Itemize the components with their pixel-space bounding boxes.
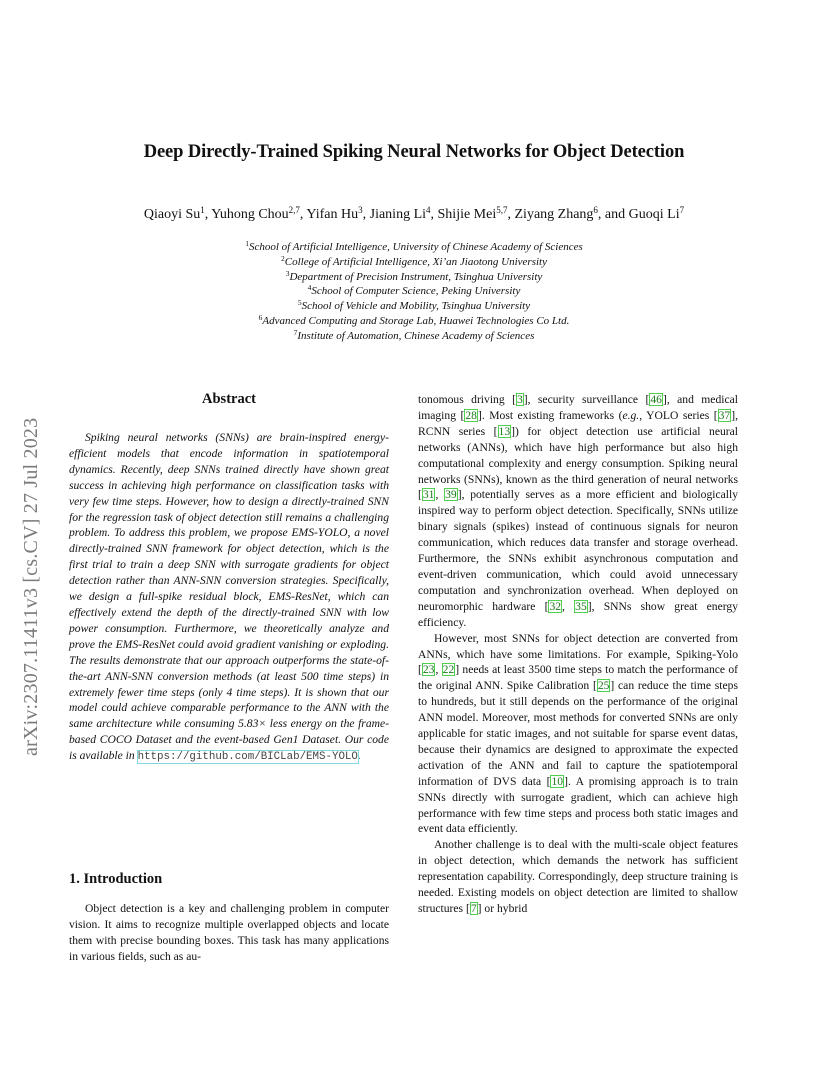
- citation-link[interactable]: 28: [465, 408, 477, 422]
- citation-link[interactable]: 32: [549, 599, 562, 613]
- affiliation-number: 4: [307, 283, 312, 293]
- abstract-heading: Abstract: [202, 391, 256, 407]
- paper-title: Deep Directly-Trained Spiking Neural Networks for Object Detection: [143, 142, 685, 162]
- citation-link[interactable]: 22: [442, 663, 455, 677]
- affiliation-number: 6: [258, 312, 263, 322]
- citation-link[interactable]: 10: [551, 774, 564, 788]
- affiliation-text: School of Artificial Intelligence, University of Chinese Academy of Sciences: [248, 241, 583, 253]
- abstract-end: .: [357, 749, 361, 763]
- affiliation-number: 5: [297, 298, 302, 308]
- affiliation-line: [0, 299, 828, 314]
- affiliation-line: [0, 284, 828, 299]
- author-name: Qiaoyi Su: [143, 207, 201, 222]
- right-paragraph-2: However, most SNNs for object detection are converted from ANNs, which have some limitations. For example, Spiking-Yolo [23, 22] needs at least 3500 time steps to match the performance of the original ANN. Spike Calibration [25] can reduce the time steps to hundreds, but it still depends on the performance of the original ANN model. Moreover, most methods for converted SNNs are only applicable for static images, and not suitable for sparse event datas, because their dynamics are designed to approximate the expected activation of the ANN and fail to capture the spatiotemporal information of DVS data [10]. A promising approach is to train SNNs directly with surrogate gradient, which can achieve high performance with few time steps and process both static images and event data efficiently.: [418, 631, 738, 836]
- citation-link[interactable]: 46: [650, 393, 662, 406]
- abstract-body-text: Spiking neural networks (SNNs) are brain-inspired energy-efficient models that encode information in spatiotemporal dynamics. Recently, deep SNNs trained directly have shown great success in achieving high performance on classification tasks with very few time steps. However, how to design a directly-trained SNN for the regression task of object detection still remains a challenging problem. To address this problem, we propose EMS-YOLO, a novel directly-trained SNN framework for object detection, which is the first trial to train a deep SNN with surrogate gradients for object detection rather than ANN-SNN conversion strategies. Specifically, we design a full-spike residual block, EMS-ResNet, which can effectively extend the depth of the directly-trained SNN with low power consumption. Furthermore, we theoretically analyze and prove the EMS-ResNet could avoid gradient vanishing or exploding. The results demonstrate that our approach outperforms the state-of-the-art ANN-SNN conversion methods (at least 500 time steps) in extremely fewer time steps (only 4 time steps). It is shown that our model could achieve comparable performance to the ANN with the same architecture while consuming 5.83× less energy on the frame-based COCO Dataset and the event-based Gen1 Dataset. Our code is available in: [69, 431, 389, 763]
- affiliation-number: 3: [285, 268, 290, 278]
- citation-link[interactable]: 39: [445, 488, 457, 502]
- affiliation-line: [0, 240, 828, 255]
- citation-link[interactable]: 37: [718, 408, 731, 422]
- citation-link[interactable]: 23: [422, 663, 435, 677]
- author-list: Qiaoyi Su$^1$, Yuhong Chou$^{2,7}$, Yifan Hu$^3$, Jianing Li$^4$, Shijie Mei$^{5,7}$, Ziyang Zhang$^6$, and Guoqi Li$^7$: [143, 205, 685, 222]
- author-affiliation-mark: 6: [593, 205, 598, 215]
- affiliation-text: School of Computer Science, Peking University: [311, 285, 521, 298]
- arxiv-stamp: arXiv:2307.11411v3 [cs.CV] 27 Jul 2023: [20, 417, 42, 756]
- author-affiliation-mark: 7: [679, 205, 685, 215]
- affiliation-list: [0, 240, 828, 344]
- code-link[interactable]: https://github.com/BICLab/EMS-YOLO: [137, 751, 358, 764]
- emphasis: e.g.: [622, 408, 640, 422]
- author-name: Guoqi Li: [628, 207, 680, 222]
- citation-link[interactable]: 7: [470, 902, 477, 915]
- author-affiliation-mark: 1: [200, 205, 205, 215]
- affiliation-number: 2: [281, 253, 285, 263]
- author-affiliation-mark: 5,7: [496, 205, 508, 215]
- affiliation-text: School of Vehicle and Mobility, Tsinghua University: [301, 300, 531, 313]
- intro-heading: 1. Introduction: [69, 871, 163, 887]
- author-affiliation-mark: 4: [426, 205, 431, 215]
- citation-link[interactable]: 13: [498, 424, 511, 438]
- affiliation-number: 7: [293, 327, 298, 337]
- affiliation-text: College of Artificial Intelligence, Xi’an Jiaotong University: [284, 255, 547, 268]
- affiliation-text: Advanced Computing and Storage Lab, Huawei Technologies Co Ltd.: [262, 314, 570, 327]
- citation-link[interactable]: 25: [597, 679, 610, 693]
- citation-link[interactable]: 31: [422, 488, 435, 502]
- right-paragraph-3: Another challenge is to deal with the multi-scale object features in object detection, which demands the network has sufficient representation capability. Correspondingly, deep structure training is needed. Existing models on object detection are limited to shallow structures [7] or hybrid: [418, 838, 738, 915]
- author-affiliation-mark: 2,7: [288, 205, 300, 215]
- intro-text: Object detection is a key and challenging problem in computer vision. It aims to recognize multiple overlapped objects and locate them with precise bounding boxes. This task has many applications in various fields, such as au-: [69, 902, 389, 963]
- affiliation-line: [0, 314, 828, 329]
- affiliation-text: Institute of Automation, Chinese Academy of Sciences: [297, 329, 535, 342]
- author-name: Yuhong Chou: [211, 207, 289, 222]
- author-name: Ziyang Zhang: [514, 207, 594, 222]
- author-name: Jianing Li: [369, 207, 427, 222]
- author-affiliation-mark: 3: [358, 205, 363, 215]
- affiliation-line: [0, 255, 828, 270]
- affiliation-line: [0, 329, 828, 344]
- abstract-text: [69, 430, 389, 766]
- citation-link[interactable]: 35: [575, 599, 587, 613]
- affiliation-text: Department of Precision Instrument, Tsinghua University: [289, 270, 543, 283]
- affiliation-number: 1: [245, 239, 249, 248]
- citation-link[interactable]: 3: [516, 393, 523, 406]
- affiliation-line: [0, 270, 828, 285]
- author-name: Yifan Hu: [306, 207, 359, 222]
- author-name: Shijie Mei: [437, 207, 497, 222]
- right-column: [418, 392, 738, 917]
- right-paragraph-1: tonomous driving [3], security surveillance [46], and medical imaging [28]. Most existing frameworks (e.g., YOLO series [37], RCNN series [13]) for object detection use artificial neural networks (ANNs), which have high performance but also high computational complexity and energy consumption. Spiking neural networks (SNNs), known as the third generation of neural networks [31, 39], potentially serves as a more efficient and biologically inspired way to perform object detection. Specifically, SNNs utilize binary signals (spikes) instead of continuous signals for neuron communication, which reduces data transfer and storage overhead. Furthermore, the SNNs exhibit asynchronous computation and event-driven communication, which could avoid unnecessary computation and synchronization overhead. When deployed on neuromorphic hardware [32, 35], SNNs show great energy efficiency.: [418, 393, 739, 629]
